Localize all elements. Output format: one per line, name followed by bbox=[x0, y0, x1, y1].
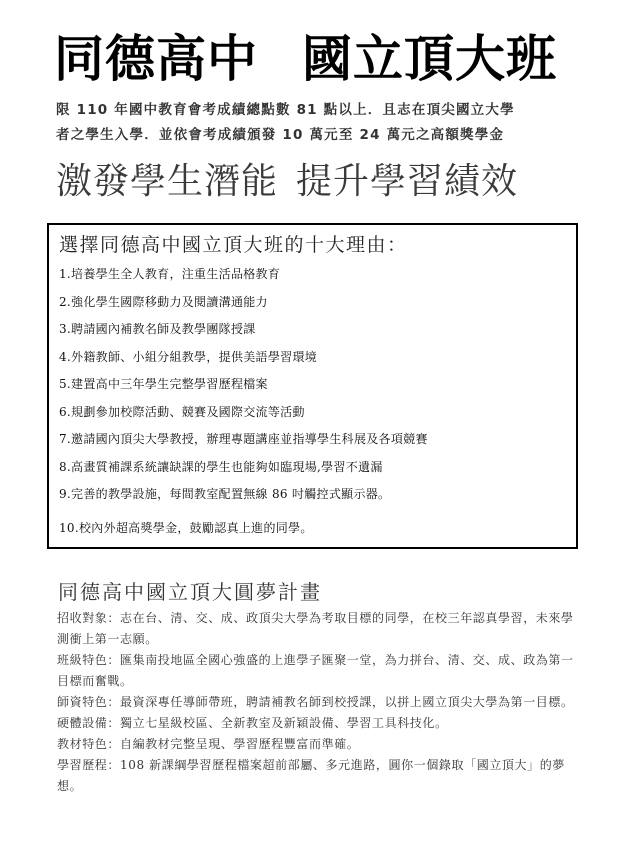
reason-item: 7.邀請國內頂尖大學教授，辦理專題講座並指導學生科展及各項競賽 bbox=[59, 432, 428, 446]
reason-item: 2.強化學生國際移動力及閱讀溝通能力 bbox=[59, 294, 268, 309]
reason-item: 6.規劃參加校際活動、競賽及國際交流等活動 bbox=[59, 404, 305, 419]
plan-item: 班級特色：匯集南投地區全國心強盛的上進學子匯聚一堂，為力拼台、清、交、成、政為第一目標而奮戰。 bbox=[57, 653, 574, 688]
intro-line-2: 者之學生入學．並依會考成績頒發 10 萬元至 24 萬元之高額獎學金 bbox=[56, 127, 505, 143]
reason-item: 3.聘請國內補教名師及教學團隊授課 bbox=[59, 322, 256, 336]
page-title bbox=[54, 28, 584, 90]
plan-list bbox=[57, 608, 581, 797]
plan-item: 學習歷程：108 新課綱學習歷程檔案超前部屬、多元進路，圓你一個錄取「國立頂大」的夢想。 bbox=[57, 758, 565, 793]
reasons-title: 選擇同德高中國立頂大班的十大理由： bbox=[59, 234, 408, 256]
program-name: 國立頂大班 bbox=[302, 30, 557, 88]
slogan-part-2: 提升學習績效 bbox=[296, 161, 519, 202]
plan-title: 同德高中國立頂大圓夢計畫 bbox=[58, 580, 322, 604]
plan-item: 硬體設備：獨立七星級校區、全新教室及新穎設備、學習工具科技化。 bbox=[57, 716, 448, 730]
plan-item: 教材特色：自編教材完整呈現、學習歷程豐富而準確。 bbox=[57, 737, 360, 751]
plan-item: 招收對象：志在台、清、交、成、政頂尖大學為考取目標的同學，在校三年認真學習，未來學測衝上第一志願。 bbox=[57, 611, 574, 646]
admission-intro bbox=[56, 98, 586, 148]
reason-item: 8.高畫質補課系統讓缺課的學生也能夠如臨現場,學習不遺漏 bbox=[59, 459, 383, 474]
school-name: 同德高中 bbox=[54, 30, 258, 88]
plan-item: 師資特色：最資深專任導師帶班，聘請補教名師到校授課，以拼上國立頂尖大學為第一目標。 bbox=[57, 695, 574, 709]
reason-item: 5.建置高中三年學生完整學習歷程檔案 bbox=[59, 377, 268, 391]
reason-item: 4.外籍教師、小組分組教學，提供美語學習環境 bbox=[59, 349, 318, 364]
reason-item: 9.完善的教學設施，每間教室配置無線 86 吋觸控式顯示器。 bbox=[59, 487, 391, 501]
reasons-list bbox=[59, 261, 569, 542]
reason-item: 10.校內外超高獎學金，鼓勵認真上進的同學。 bbox=[59, 520, 313, 535]
reason-item: 1.培養學生全人教育，注重生活品格教育 bbox=[59, 267, 281, 281]
slogan bbox=[56, 158, 596, 206]
slogan-part-1: 激發學生潛能 bbox=[56, 161, 279, 202]
reasons-box bbox=[47, 223, 578, 549]
intro-line-1: 限 110 年國中教育會考成績總點數 81 點以上．且志在頂尖國立大學 bbox=[56, 102, 515, 118]
